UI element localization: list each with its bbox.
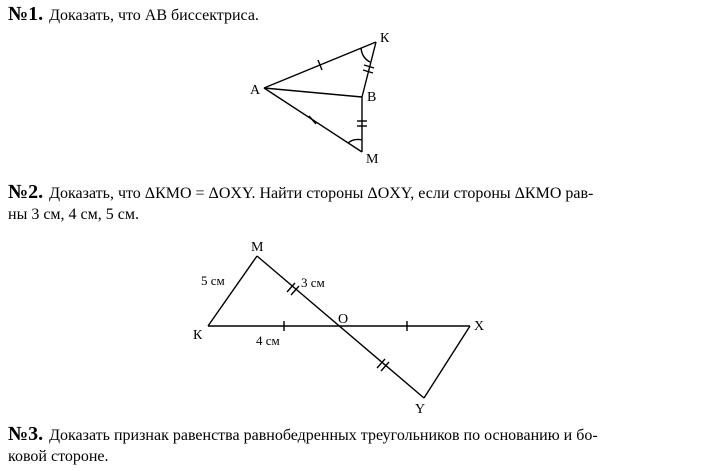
label-y: Y (415, 402, 426, 417)
problem-number: №1. (8, 3, 44, 25)
label-m: М (366, 152, 379, 167)
problem-text: Доказать, что АВ биссектриса. (49, 7, 259, 24)
problem-text-line1: Доказать, что ΔКМО = ΔОXY. Найти стороны ΔОXY, если стороны ΔКМО рав- (49, 185, 594, 202)
problem-text-line1: Доказать признак равенства равнобедренных треугольников по основанию и бо- (49, 427, 598, 444)
segment-my (257, 256, 424, 398)
problem-number: №3. (8, 423, 44, 445)
label-a: А (250, 83, 261, 98)
segment-xy (424, 326, 470, 398)
label-km-length: 5 см (201, 273, 225, 288)
label-mo-length: 3 см (301, 275, 325, 290)
problem-text-line2: ны 3 см, 4 см, 5 см. (8, 206, 139, 223)
label-k: К (380, 31, 390, 46)
label-x: X (474, 319, 485, 334)
label-o: О (338, 312, 349, 327)
label-ko-length: 4 см (256, 333, 280, 348)
label-k: К (193, 328, 203, 343)
label-m: М (251, 240, 264, 255)
problem-number: №2. (8, 181, 44, 203)
label-b: В (367, 90, 377, 105)
segment-km (208, 256, 257, 326)
problem-text-line2: ковой стороне. (8, 448, 109, 465)
